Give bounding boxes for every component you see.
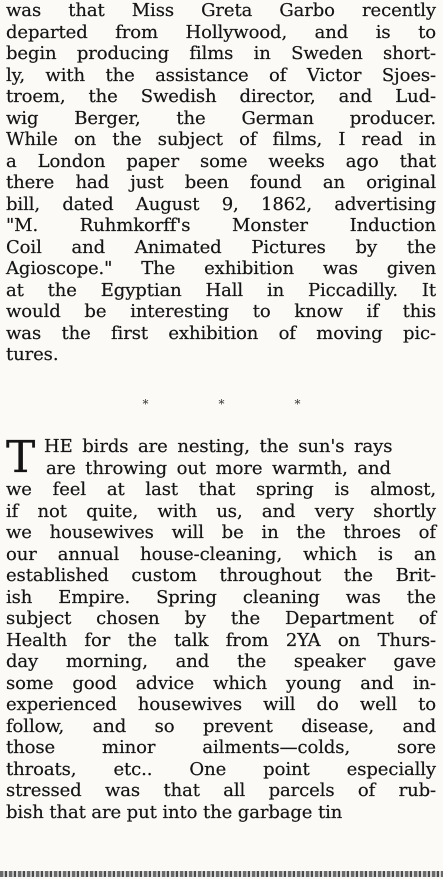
text-line-content: Health for the talk from 2YA on Thurs- [6, 629, 436, 651]
text-line-content: there had just been found an original [6, 172, 436, 193]
text-line-content: was that Miss Greta Garbo recently [6, 0, 436, 21]
text-line-content: day morning, and the speaker gave [6, 651, 436, 672]
text-line-content: we feel at last that spring is almost, [6, 479, 436, 500]
text-line-content: tures. [6, 344, 59, 365]
text-line [6, 630, 436, 652]
article-bottom-column [6, 432, 436, 823]
text-line-content: ly, with the assistance of Victor Sjoes- [6, 64, 436, 86]
text-line-content: throats, etc.. One point especially [6, 758, 436, 780]
text-line [6, 587, 436, 609]
text-line-content: bill, dated August 9, 1862, advertising [6, 193, 436, 215]
text-line-content: at the Egyptian Hall in Piccadilly. It [6, 279, 436, 301]
article-bottom-lines [6, 479, 436, 823]
text-line-content: bish that are put into the garbage tin [6, 801, 343, 823]
first-line-text: HE birds are nesting, the sun's rays [44, 436, 393, 457]
text-line-content: those minor ailments—colds, sore [6, 737, 436, 758]
text-line [6, 694, 436, 716]
text-line [6, 737, 436, 759]
separator-mark: * [294, 397, 301, 411]
text-line [6, 544, 436, 566]
text-line [6, 0, 436, 22]
text-line-content: ish Empire. Spring cleaning was the [6, 586, 436, 608]
text-line [6, 780, 436, 802]
text-line-content: our annual house-cleaning, which is an [6, 543, 436, 565]
text-line [6, 323, 436, 345]
separator-mark: * [218, 397, 225, 411]
text-line-content: we housewives will be in the throes of [6, 522, 436, 543]
text-line-content: Agioscope." The exhibition was given [6, 258, 436, 279]
text-line [6, 479, 436, 501]
text-line [6, 108, 436, 130]
text-line [6, 172, 436, 194]
text-line-content: some good advice which young and in- [6, 672, 436, 694]
text-line-content: wig Berger, the German producer. [6, 107, 436, 129]
text-line-content: was the first exhibition of moving pic- [6, 322, 436, 344]
text-line-content: troem, the Swedish director, and Lud- [6, 86, 436, 107]
text-line [6, 215, 436, 237]
article-top-column [6, 0, 436, 366]
text-line-content: a London paper some weeks ago that [6, 150, 436, 172]
text-line [6, 258, 436, 280]
text-line-content: "M. Ruhmkorff's Monster Induction [6, 215, 436, 236]
text-line-content: experienced housewives will do well to [6, 694, 436, 715]
text-line-content: if not quite, with us, and very shortly [6, 500, 436, 522]
text-line [6, 65, 436, 87]
text-line [6, 194, 436, 216]
text-line [6, 458, 436, 480]
text-line [6, 716, 436, 738]
text-line [6, 301, 436, 323]
text-line-content: subject chosen by the Department of [6, 608, 436, 629]
text-line-content: begin producing films in Sweden short- [6, 43, 436, 64]
text-line [6, 651, 436, 673]
section-separator [0, 397, 443, 417]
text-line [6, 608, 436, 630]
text-line [6, 86, 436, 108]
text-line [44, 436, 436, 458]
text-line [6, 344, 436, 366]
text-line-content: would be interesting to know if this [6, 301, 436, 322]
text-line [6, 501, 436, 523]
text-line [6, 522, 436, 544]
second-line-text: are throwing out more warmth, and [46, 457, 391, 479]
text-line-content: Coil and Animated Pictures by the [6, 236, 436, 258]
text-line [6, 759, 436, 781]
text-line [6, 22, 436, 44]
text-line [6, 237, 436, 259]
text-line-content: While on the subject of films, I read in [6, 129, 436, 150]
drop-cap-letter: T [6, 432, 36, 483]
text-line-content: established custom throughout the Brit- [6, 565, 436, 586]
text-line-content: follow, and so prevent disease, and [6, 715, 436, 737]
text-line [6, 802, 436, 824]
text-line [6, 565, 436, 587]
text-line [6, 280, 436, 302]
text-line [6, 129, 436, 151]
text-line [6, 43, 436, 65]
article-opening [6, 432, 436, 483]
text-line-content: departed from Hollywood, and is to [6, 21, 436, 43]
text-line [6, 151, 436, 173]
separator-mark: * [142, 397, 149, 411]
bottom-rule [0, 871, 443, 877]
text-line [6, 673, 436, 695]
text-line-content: stressed was that all parcels of rub- [6, 780, 436, 801]
